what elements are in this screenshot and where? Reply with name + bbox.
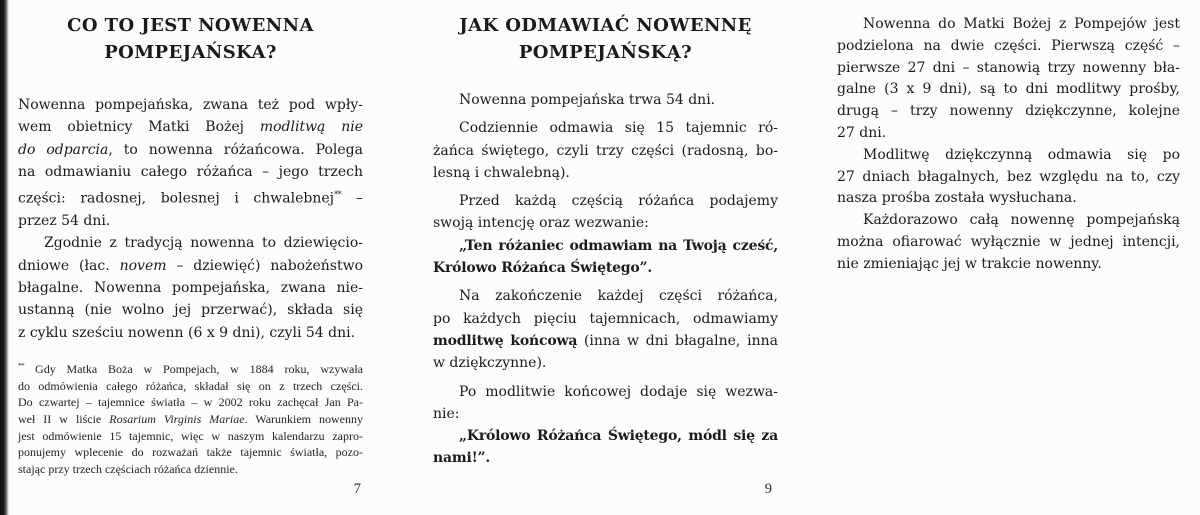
- page-9-body: [433, 89, 778, 470]
- text-line: na odmawianiu całego różańca – jego trzech: [18, 163, 363, 180]
- text-line: z cyklu sześciu nowenn (6 x 9 dni), czyli 54 dni.: [18, 324, 356, 341]
- text-line: można ofiarować wyłącznie w jednej intencji,: [837, 233, 1180, 250]
- text-line: pierwsze 27 dni – stanowią trzy nowenny bła-: [837, 59, 1180, 76]
- text-line: wem obietnicy Matki Bożej modlitwą nie: [18, 119, 364, 136]
- text-line: drugą – trzy nowenny dziękczynne, kolejne: [837, 103, 1180, 120]
- scan-edge-shadow: [0, 0, 9, 515]
- text-line: Codziennie odmawia się 15 tajemnic ró-: [459, 120, 778, 137]
- text-line: dniowe (łac. novem – dziewięć) nabożeństwo: [18, 257, 364, 274]
- body-paragraph: [433, 89, 778, 111]
- text-line: Zgodnie z tradycją nowenna to dziewięcio-: [44, 235, 363, 252]
- text-line: ustanną (nie wolno jej przerwać), składa się: [18, 302, 363, 319]
- body-paragraph: [837, 145, 1180, 210]
- text-line: 27 dni.: [837, 124, 887, 141]
- body-paragraph: [18, 232, 363, 343]
- body-paragraph: [433, 381, 778, 426]
- text-line: lesną i chwalebną).: [433, 164, 570, 181]
- body-paragraph: [837, 14, 1180, 145]
- text-line: do odmówienia całego różańca, składał się on z trzech części.: [18, 378, 363, 393]
- text-line: stając przy trzech częściach różańca dziennie.: [18, 462, 238, 477]
- text-line: ** Gdy Matka Boża w Pompejach, w 1884 roku, wzywała: [18, 361, 363, 376]
- text-line: Na zakończenie każdej części różańca,: [459, 288, 778, 305]
- body-paragraph: [837, 210, 1180, 275]
- chapter-title-line: POMPEJAŃSKĄ?: [518, 42, 693, 63]
- text-line: nasza prośba została wysłuchana.: [837, 190, 1077, 207]
- text-line: do odparcia, to nowenna różańcowa. Polega: [18, 141, 363, 158]
- footnote-paragraph: [18, 358, 363, 478]
- text-line: podzielona na dwie części. Pierwszą część –: [837, 37, 1180, 54]
- text-line: żańca świętego, czyli trzy części (radosną, bo-: [433, 142, 778, 159]
- text-line: nie zmieniając jej w trakcie nowenny.: [837, 255, 1102, 272]
- page-10-body: [837, 14, 1180, 276]
- chapter-title-page-7: [18, 12, 363, 66]
- text-line: nami!”.: [433, 450, 491, 467]
- chapter-title-page-9: [433, 12, 778, 66]
- text-line: Nowenna pompejańska, zwana też pod wpły-: [18, 97, 363, 113]
- text-line: Po modlitwie końcowej dodaje się wezwa-: [459, 383, 778, 400]
- text-line: swoją intencję oraz wezwanie:: [433, 215, 649, 232]
- body-paragraph: [433, 190, 778, 235]
- text-line: „Ten różaniec odmawiam na Twoją cześć,: [459, 237, 778, 254]
- page-10-column: [837, 0, 1180, 515]
- chapter-title-line: JAK ODMAWIAĆ NOWENNĘ: [459, 15, 752, 36]
- chapter-title-line: POMPEJAŃSKA?: [104, 42, 277, 63]
- text-line: części: radosnej, bolesnej i chwalebnej** –: [18, 189, 363, 207]
- text-line: jest odmówienie 15 tajemnic, więc w naszym kalendarzu zapro-: [18, 428, 363, 443]
- text-line: ponujemy wplecenie do rozważań także tajemnic światła, pozo-: [18, 445, 363, 460]
- text-line: „Królowo Różańca Świętego, módl się za: [459, 428, 778, 445]
- text-line: Każdorazowo całą nowennę pompejańską: [863, 212, 1180, 229]
- chapter-title-line: CO TO JEST NOWENNA: [67, 15, 314, 36]
- footnote: [18, 358, 363, 478]
- text-line: Nowenna pompejańska trwa 54 dni.: [459, 92, 716, 108]
- text-line: nie:: [433, 405, 460, 422]
- text-line: Do czwartej – tajemnice światła – w 2002 roku zachęcał Jan Pa-: [18, 395, 363, 410]
- body-paragraph: [433, 285, 778, 374]
- page-7-body: [18, 94, 363, 344]
- text-line: 27 dniach błagalnych, bez względu na to, czy: [837, 168, 1180, 185]
- body-paragraph: [433, 117, 778, 184]
- page-number-9: 9: [764, 481, 772, 497]
- text-line: weł II w liście Rosarium Virginis Mariae. Warunkiem nowenny: [18, 412, 363, 427]
- text-line: błagalne. Nowenna pompejańska, zwana nie-: [18, 280, 363, 297]
- text-line: Przed każdą częścią różańca podajemy: [459, 193, 778, 210]
- page-number-7: 7: [353, 481, 361, 497]
- text-line: Królowo Różańca Świętego”.: [433, 260, 653, 277]
- text-line: po każdych pięciu tajemnicach, odmawiamy: [433, 310, 778, 327]
- text-line: Nowenna do Matki Bożej z Pompejów jest: [863, 16, 1180, 32]
- body-paragraph: [18, 94, 363, 232]
- page-9-column: [433, 0, 778, 515]
- text-line: Modlitwę dziękczynną odmawia się po: [863, 146, 1180, 163]
- text-line: w dziękczynne).: [433, 355, 547, 372]
- body-paragraph: [433, 425, 778, 470]
- text-line: galne (3 x 9 dni), są to dni modlitwy prośby,: [837, 81, 1180, 98]
- text-line: przez 54 dni.: [18, 213, 111, 230]
- page-7-column: [18, 0, 363, 515]
- text-line: modlitwę końcową (inna w dni błagalne, inna: [433, 332, 778, 349]
- body-paragraph: [433, 235, 778, 280]
